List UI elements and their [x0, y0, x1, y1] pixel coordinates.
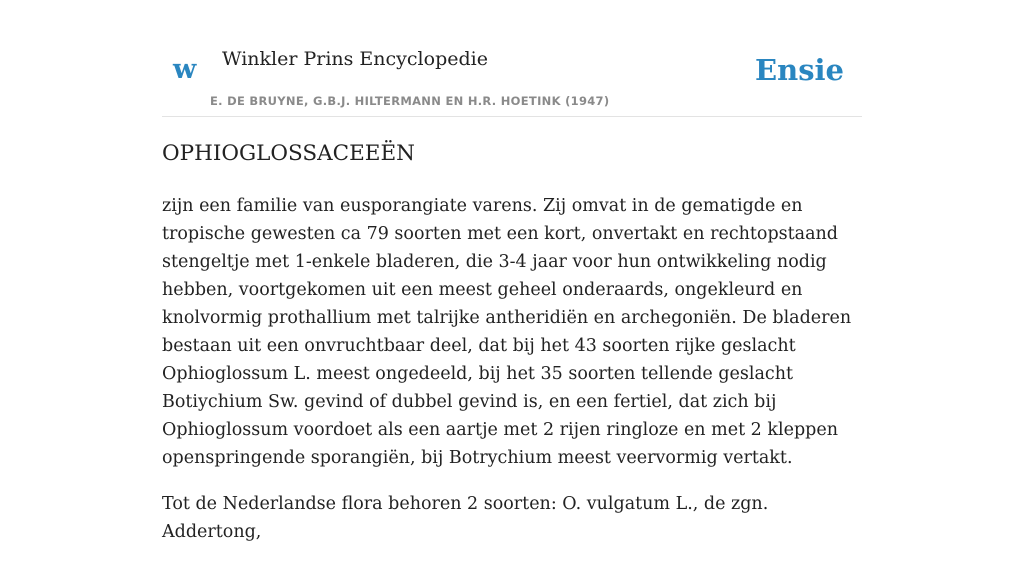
site-title[interactable]: Winkler Prins Encyclopedie: [222, 48, 488, 70]
entry-title: OPHIOGLOSSACEEËN: [162, 141, 415, 166]
site-logo-icon[interactable]: w: [173, 54, 197, 85]
entry-authors: E. DE BRUYNE, G.B.J. HILTERMANN EN H.R. HOETINK (1947): [210, 94, 610, 108]
brand-logo[interactable]: Ensie: [755, 53, 844, 87]
entry-paragraph: Tot de Nederlandse flora behoren 2 soorten: O. vulgatum L., de zgn. Addertong,: [162, 494, 769, 542]
site-header: [162, 0, 862, 117]
entry-paragraph: zijn een familie van eusporangiate varens. Zij omvat in de gematigde en tropische gewesten ca 79 soorten met een kort, onvertakt en rechtopstaand stengeltje met 1-enkele bladeren, die 3-4 jaar voor hun ontwikkeling nodig hebben, voortgekomen uit een meest geheel onderaards, ongekleurd en knolvormig prothallium met talrijke antheridiën en archegoniën. De bladeren bestaan uit een onvruchtbaar deel, dat bij het 43 soorten rijke geslacht Ophioglossum L. meest ongedeeld, bij het 35 soorten tellende geslacht Botiychium Sw. gevind of dubbel gevind is, en een fertiel, dat zich bij Ophioglossum voordoet als een aartje met 2 rijen ringloze en met 2 kleppen openspringende sporangiën, bij Botrychium meest veervormig vertakt.: [162, 196, 852, 468]
page: [162, 0, 862, 542]
entry-body: [162, 192, 868, 564]
